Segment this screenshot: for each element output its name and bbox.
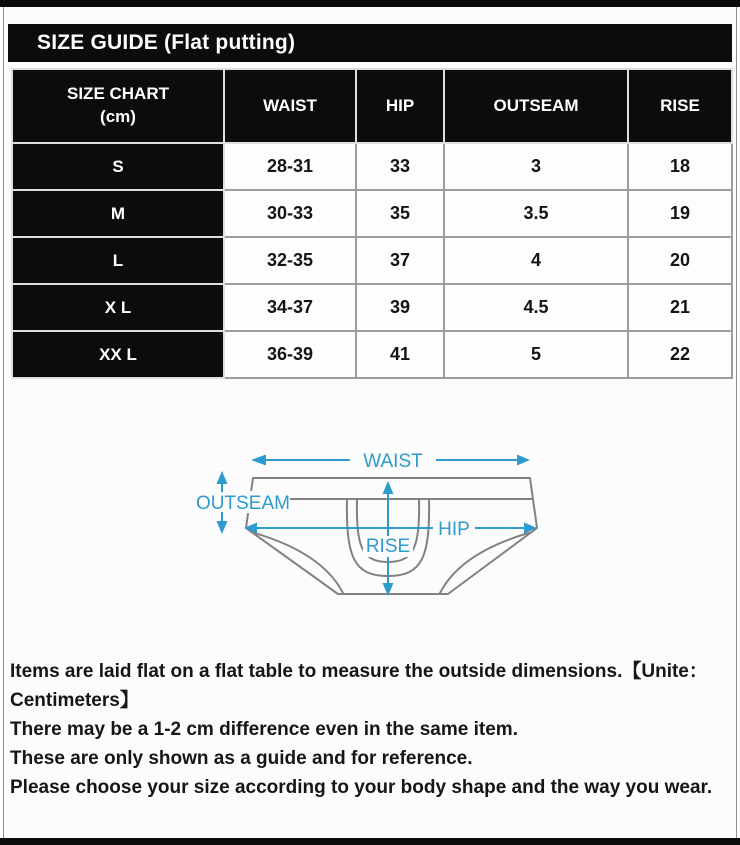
note-line-5: Please choose your size according to your body shape and the way you wear. bbox=[10, 777, 713, 798]
size-cell-xl: X L bbox=[12, 284, 224, 331]
value-cell: 3.5 bbox=[444, 190, 628, 237]
left-frame-line bbox=[3, 7, 4, 838]
value-cell: 4 bbox=[444, 237, 628, 284]
value-cell: 22 bbox=[628, 331, 732, 378]
size-cell-s: S bbox=[12, 143, 224, 190]
value-cell: 18 bbox=[628, 143, 732, 190]
value-cell: 3 bbox=[444, 143, 628, 190]
table-row bbox=[12, 331, 732, 378]
hip-label: HIP bbox=[438, 519, 470, 540]
header-rise: RISE bbox=[628, 69, 732, 143]
table-header-row bbox=[12, 69, 732, 143]
rise-arrowhead-up-icon bbox=[383, 481, 394, 494]
size-cell-l: L bbox=[12, 237, 224, 284]
outseam-arrowhead-down-icon bbox=[217, 521, 228, 534]
header-hip: HIP bbox=[356, 69, 444, 143]
top-black-strip bbox=[0, 0, 740, 7]
size-guide-title-bar bbox=[8, 24, 732, 62]
right-frame-line bbox=[736, 7, 737, 838]
size-guide-title: SIZE GUIDE (Flat putting) bbox=[37, 31, 296, 54]
note-line-4: These are only shown as a guide and for reference. bbox=[10, 748, 473, 769]
header-size-chart-line2: (cm) bbox=[100, 107, 136, 126]
value-cell: 39 bbox=[356, 284, 444, 331]
header-outseam: OUTSEAM bbox=[444, 69, 628, 143]
value-cell: 19 bbox=[628, 190, 732, 237]
table-row bbox=[12, 143, 732, 190]
header-waist: WAIST bbox=[224, 69, 356, 143]
measurement-diagram bbox=[0, 425, 740, 640]
bottom-black-strip bbox=[0, 838, 740, 845]
note-line-3: There may be a 1-2 cm difference even in the same item. bbox=[10, 719, 518, 740]
value-cell: 37 bbox=[356, 237, 444, 284]
waist-arrowhead-right-icon bbox=[517, 455, 530, 466]
size-chart-table bbox=[11, 68, 733, 379]
value-cell: 32-35 bbox=[224, 237, 356, 284]
value-cell: 21 bbox=[628, 284, 732, 331]
value-cell: 5 bbox=[444, 331, 628, 378]
value-cell: 4.5 bbox=[444, 284, 628, 331]
table-row bbox=[12, 284, 732, 331]
value-cell: 28-31 bbox=[224, 143, 356, 190]
table-row bbox=[12, 190, 732, 237]
value-cell: 20 bbox=[628, 237, 732, 284]
value-cell: 36-39 bbox=[224, 331, 356, 378]
value-cell: 41 bbox=[356, 331, 444, 378]
value-cell: 35 bbox=[356, 190, 444, 237]
note-line-2: Centimeters】 bbox=[10, 690, 139, 711]
size-cell-xxl: XX L bbox=[12, 331, 224, 378]
header-size-chart bbox=[12, 69, 224, 143]
value-cell: 30-33 bbox=[224, 190, 356, 237]
value-cell: 33 bbox=[356, 143, 444, 190]
waist-arrowhead-left-icon bbox=[251, 455, 266, 466]
outseam-arrowhead-up-icon bbox=[217, 471, 228, 484]
size-cell-m: M bbox=[12, 190, 224, 237]
waist-label: WAIST bbox=[363, 451, 423, 472]
rise-label: RISE bbox=[365, 536, 411, 557]
header-size-chart-line1: SIZE CHART bbox=[67, 84, 169, 104]
value-cell: 34-37 bbox=[224, 284, 356, 331]
measurement-notes bbox=[10, 657, 736, 802]
outseam-label: OUTSEAM bbox=[196, 493, 290, 514]
table-row bbox=[12, 237, 732, 284]
note-line-1: Items are laid flat on a flat table to measure the outside dimensions.【Unite： bbox=[10, 661, 708, 682]
